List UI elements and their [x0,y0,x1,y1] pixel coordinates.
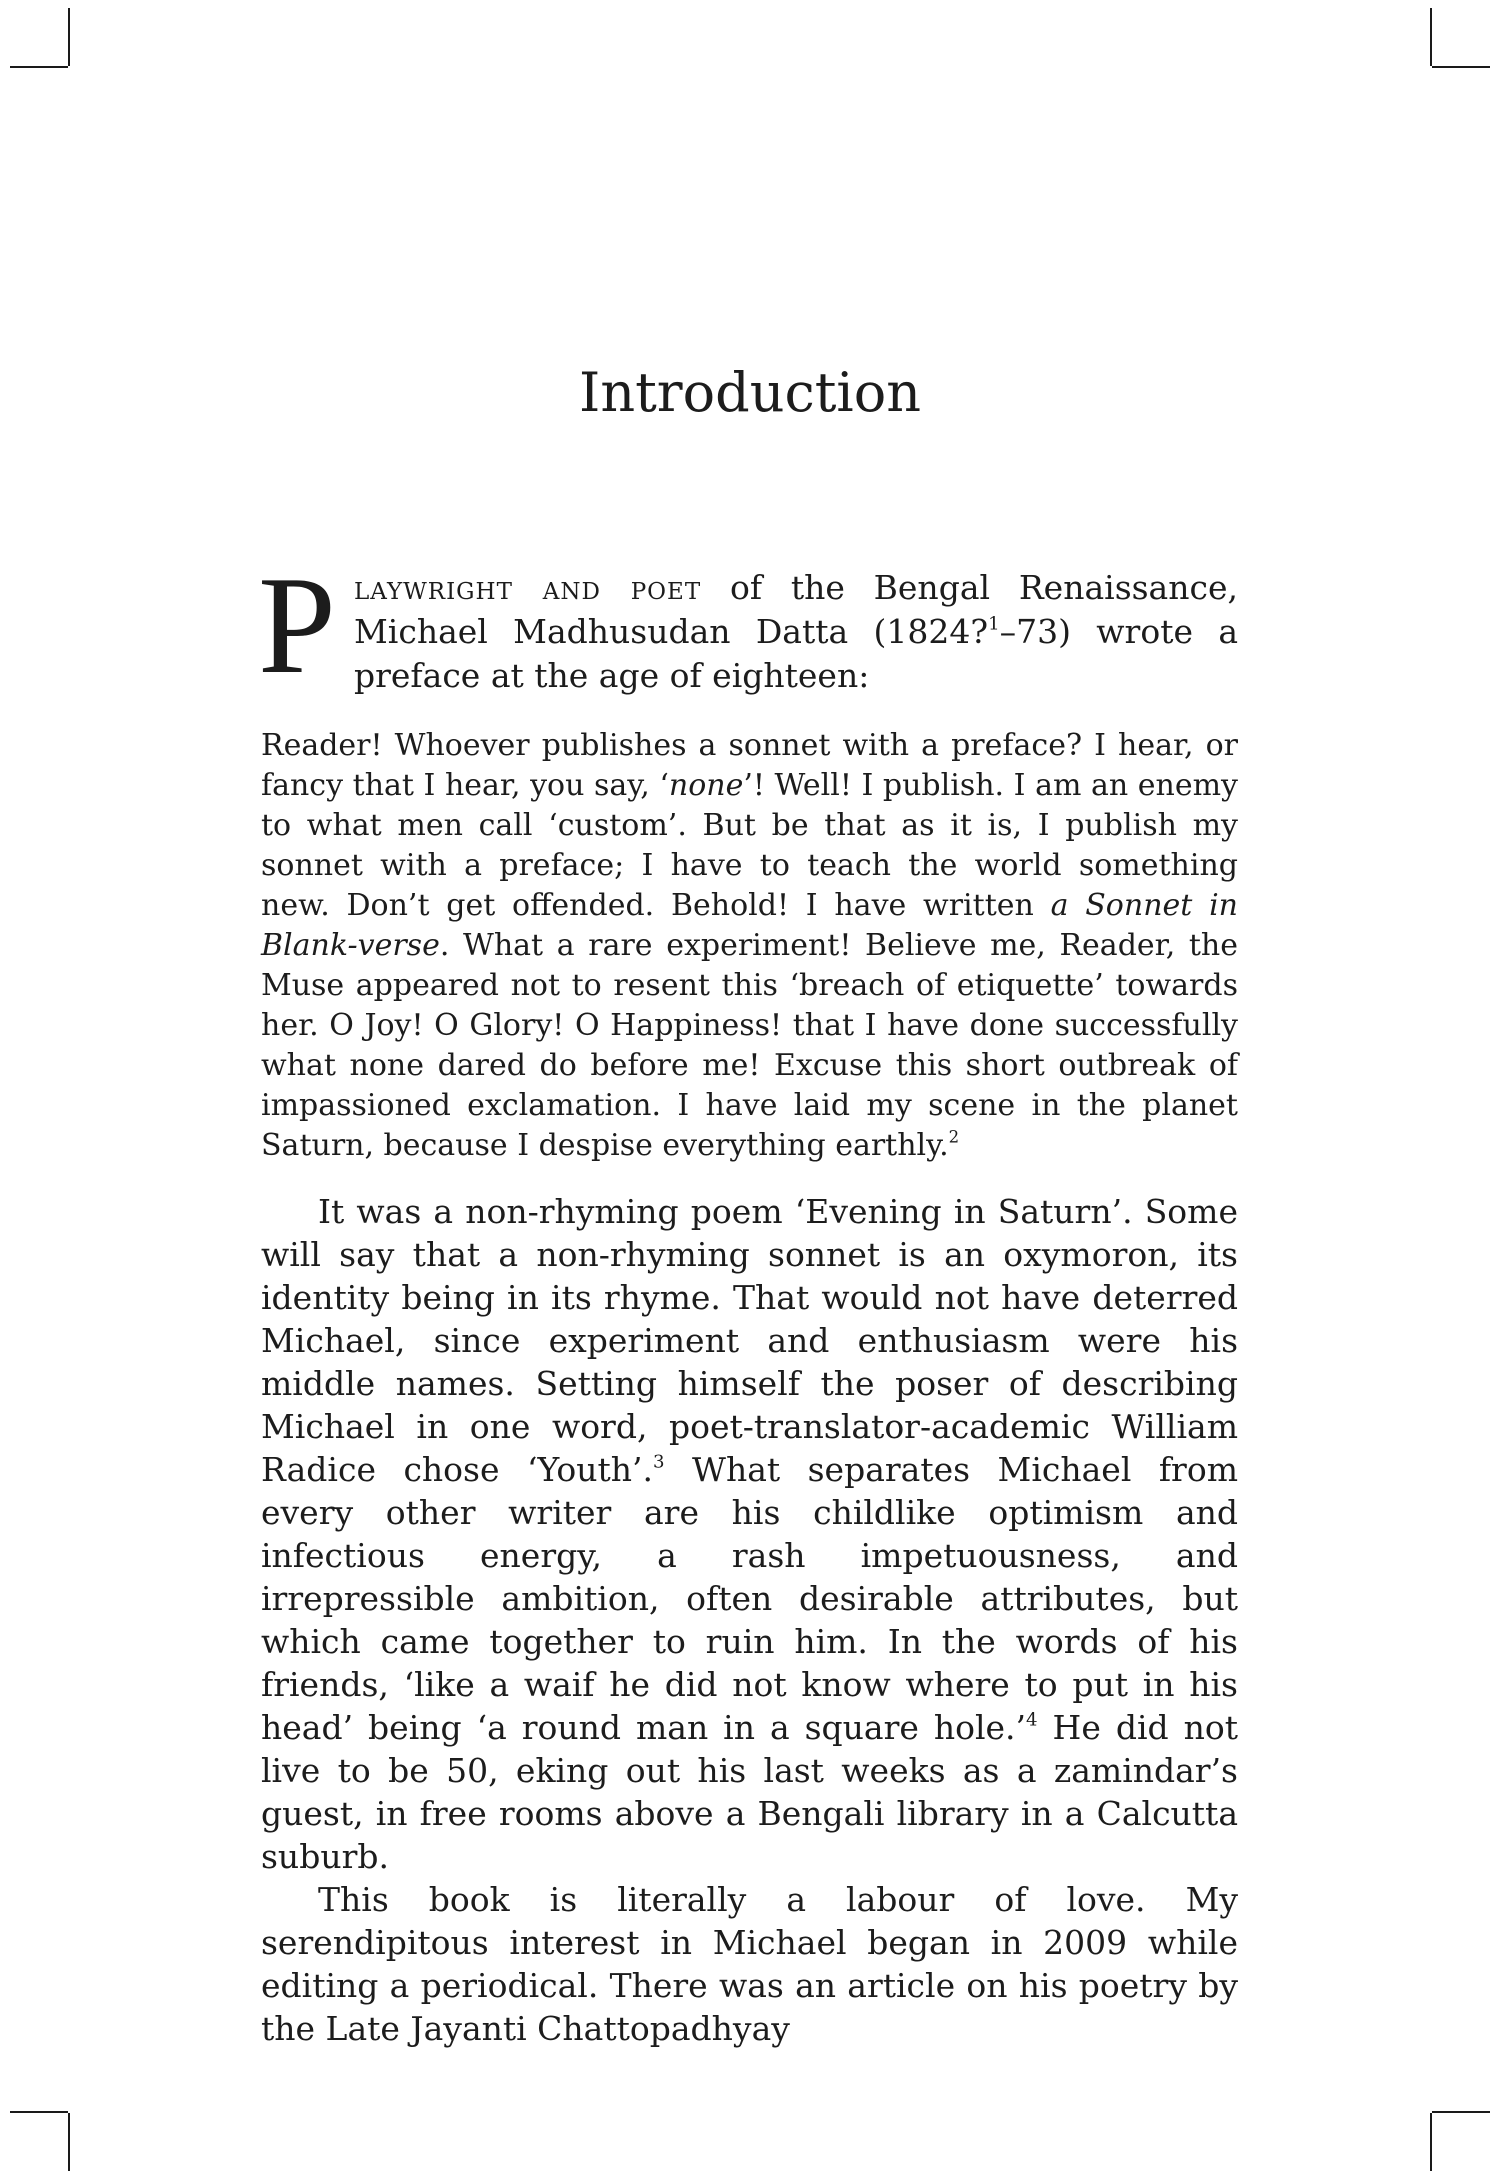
paragraph-2: This book is literally a labour of love. My serendipitous interest in Michael began in 2009 while editing a periodical. There was an article on his poetry by the Late Jayanti Chattopadhyay [261,1880,1238,2048]
quote-part-2: ’! Well! I publish. I am an enemy to what men call ‘custom’. But be that as it is, I publish my sonnet with a preface; I have to teach the world something new. Don’t get offended. Behold! I have written [261,768,1238,923]
quote-part-3: . What a rare experiment! Believe me, Reader, the Muse appeared not to resent this ‘breach of etiquette’ towards her. O Joy! O Glory! O Happiness! that I have done successfully what none dared do before me! Excuse this short outbreak of impassioned exclamation. I have laid my scene in the planet Saturn, because I despise everything earthly. [261,928,1238,1163]
footnote-marker-3: 3 [653,1451,665,1473]
footnote-marker-2: 2 [948,1127,960,1147]
crop-mark-bottom-right-horizontal [1432,2111,1490,2113]
paragraph-1-part-3: He did not live to be 50, eking out his last weeks as a zamindar’s guest, in free rooms above a Bengali library in a Calcutta suburb. [261,1708,1238,1876]
crop-mark-bottom-left-horizontal [10,2111,68,2113]
page-title: Introduction [579,361,921,424]
opening-text-a: of the Bengal Renaissance, Michael Madhusudan Datta (1824? [354,568,1238,651]
paragraph-1-part-1: It was a non-rhyming poem ‘Evening in Saturn’. Some will say that a non-rhyming sonnet is an oxymoron, its identity being in its rhyme. That would not have deterred Michael, since experiment and enthusiasm were his middle names. Setting himself the poser of describing Michael in one word, poet-translator-academic William Radice chose ‘Youth’. [261,1192,1238,1489]
footnote-marker-1: 1 [988,613,1000,635]
body-text [261,1190,1238,2050]
crop-mark-bottom-right-vertical [1430,2113,1432,2171]
crop-mark-top-right-horizontal [1432,66,1490,68]
crop-mark-top-right-vertical [1430,8,1432,66]
opening-paragraph [354,566,1238,698]
block-quote [261,726,1238,1166]
crop-mark-top-left-horizontal [10,66,68,68]
crop-mark-bottom-left-vertical [68,2113,70,2171]
crop-mark-top-left-vertical [68,8,70,66]
quote-italic-1: none [668,768,744,803]
paragraph-1-part-2: What separates Michael from every other writer are his childlike optimism and infectious energy, a rash impetuousness, and irrepressible ambition, often desirable attributes, but which came together to ruin him. In the words of his friends, ‘like a waif he did not know where to put in his head’ being ‘a round man in a square hole.’ [261,1450,1238,1747]
opening-text-b: –73) wrote a preface at the age of eighteen: [354,612,1238,695]
quote-part-1: Reader! Whoever publishes a sonnet with a preface? I hear, or fancy that I hear, you say, ‘ [261,728,1238,803]
opening-smallcaps: laywright and poet [354,568,702,607]
quote-italic-2: a Sonnet in Blank-verse [261,888,1238,963]
drop-cap: P [258,548,336,703]
paragraph-1 [261,1190,1238,1878]
footnote-marker-4: 4 [1026,1709,1038,1731]
